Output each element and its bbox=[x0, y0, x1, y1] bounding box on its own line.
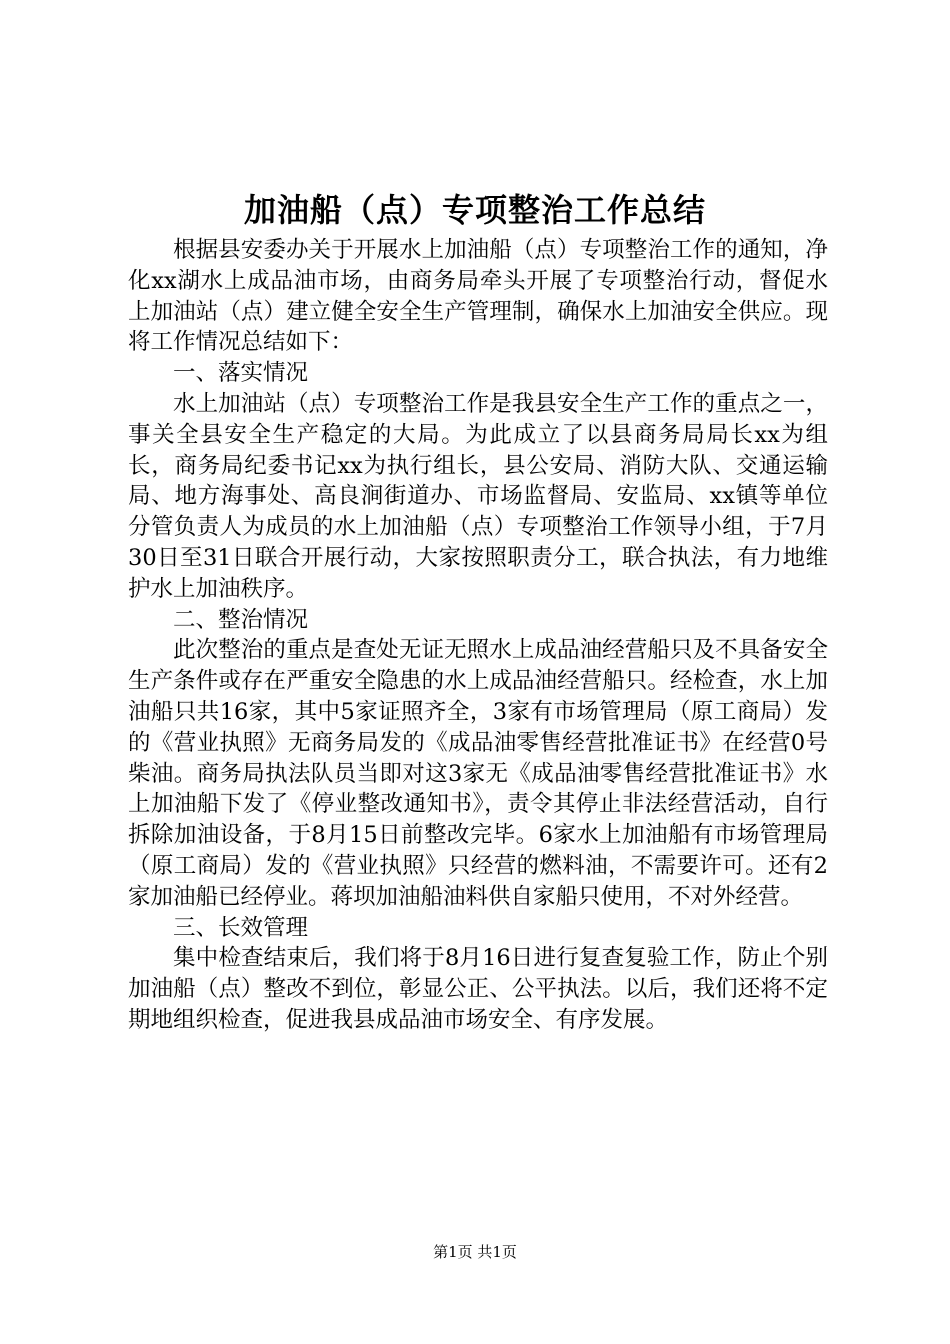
page-footer: 第1页 共1页 bbox=[433, 1243, 517, 1261]
intro-paragraph: 根据县安委办关于开展水上加油船（点）专项整治工作的通知，净化xx湖水上成品油市场，由商务局牵头开展了专项整治行动，督促水上加油站（点）建立健全安全生产管理制，确保水上加油安全供应。现将工作情况总结如下： bbox=[128, 237, 828, 356]
document-body bbox=[128, 235, 828, 1036]
rectification-paragraph: 此次整治的重点是查处无证无照水上成品油经营船只及不具备安全生产条件或存在严重安全隐患的水上成品油经营船只。经检查，水上加油船只共16家，其中5家证照齐全，3家有市场管理局（原工商局）发的《营业执照》无商务局发的《成品油零售经营批准证书》在经营0号柴油。商务局执法队员当即对这3家无《成品油零售经营批准证书》水上加油船下发了《停业整改通知书》，责令其停止非法经营活动，自行拆除加油设备，于8月15日前整改完毕。6家水上加油船有市场管理局（原工商局）发的《营业执照》只经营的燃料油，不需要许可。还有2家加油船已经停业。蒋坝加油船油料供自家船只使用，不对外经营。 bbox=[128, 637, 828, 910]
section-heading-long-term: 三、长效管理 bbox=[173, 914, 309, 941]
long-term-paragraph: 集中检查结束后，我们将于8月16日进行复查复验工作，防止个别加油船（点）整改不到位，彰显公正、公平执法。以后，我们还将不定期地组织检查，促进我县成品油市场安全、有序发展。 bbox=[128, 945, 828, 1033]
document-title: 加油船（点）专项整治工作总结 bbox=[243, 191, 706, 229]
implementation-paragraph: 水上加油站（点）专项整治工作是我县安全生产工作的重点之一，事关全县安全生产稳定的大局。为此成立了以县商务局局长xx为组长，商务局纪委书记xx为执行组长，县公安局、消防大队、交通运输局、地方海事处、高良涧街道办、市场监督局、安监局、xx镇等单位分管负责人为成员的水上加油船（点）专项整治工作领导小组，于7月30日至31日联合开展行动，大家按照职责分工，联合执法，有力地维护水上加油秩序。 bbox=[128, 390, 828, 602]
section-heading-implementation: 一、落实情况 bbox=[173, 360, 309, 387]
section-heading-rectification: 二、整治情况 bbox=[173, 606, 309, 633]
